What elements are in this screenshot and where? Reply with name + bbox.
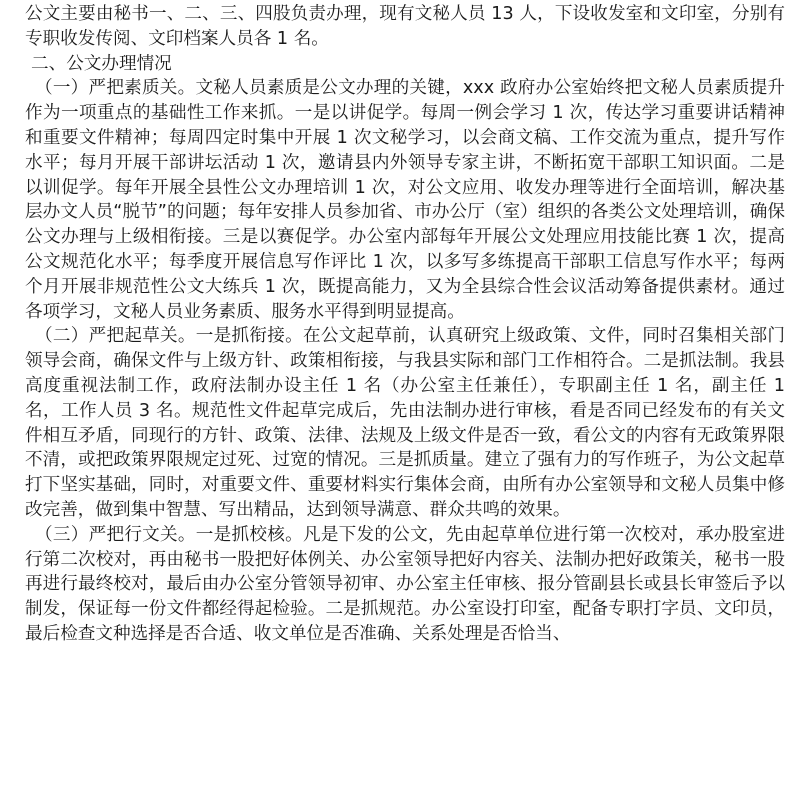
paragraph-drafting-control: （二）严把起草关。一是抓衔接。在公文起草前，认真研究上级政策、文件，同时召集相关部门领导会商，确保文件与上级方针、政策相衔接，与我县实际和部门工作相符合。二是抓法制。我县高度重视法制工作，政府法制办设主任 1 名（办公室主任兼任），专职副主任 1 名，副主任 1 名，工作人员 3 名。规范性文件起草完成后，先由法制办进行审核，看是否同已经发布的有关文件相互矛盾，同现行的方针、政策、法律、法规及上级文件是否一致，看公文的内容有无政策界限不清，或把政策界限规定过死、过宽的情况。三是抓质量。建立了强有力的写作班子，为公文起草打下坚实基础，同时，对重要文件、重要材料实行集体会商，由所有办公室领导和文秘人员集中修改完善，做到集中智慧、写出精品，达到领导满意、群众共鸣的效果。	[25, 326, 785, 520]
section-heading-document-handling: 二、公文办理情况	[31, 53, 172, 74]
document-body	[25, 2, 785, 647]
paragraph-staffing: 公文主要由秘书一、二、三、四股负责办理，现有文秘人员 13 人，下设收发室和文印室，分别有专职收发传阅、文印档案人员各 1 名。	[25, 4, 785, 49]
paragraph-quality-control: （一）严把素质关。文秘人员素质是公文办理的关键，xxx 政府办公室始终把文秘人员素质提升作为一项重点的基础性工作来抓。一是以讲促学。每周一例会学习 1 次，传达学习重要讲话精神和重要文件精神；每周四定时集中开展 1 次文秘学习，以会商文稿、工作交流为重点，提升写作水平；每月开展干部讲坛活动 1 次，邀请县内外领导专家主讲，不断拓宽干部职工知识面。二是以训促学。每年开展全县性公文办理培训 1 次，对公文应用、收发办理等进行全面培训，解决基层办文人员“脱节”的问题；每年安排人员参加省、市办公厅（室）组织的各类公文处理培训，确保公文办理与上级相衔接。三是以赛促学。办公室内部每年开展公文处理应用技能比赛 1 次，提高公文规范化水平；每季度开展信息写作评比 1 次，以多写多练提高干部职工信息写作水平；每两个月开展非规范性公文大练兵 1 次，既提高能力，又为全县综合性会议活动筹备提供素材。通过各项学习，文秘人员业务素质、服务水平得到明显提高。	[25, 78, 785, 322]
paragraph-issuance-control: （三）严把行文关。一是抓校核。凡是下发的公文，先由起草单位进行第一次校对，承办股室进行第二次校对，再由秘书一股把好体例关、办公室领导把好内容关、法制办把好政策关，秘书一股再进行最终校对，最后由办公室分管领导初审、办公室主任审核、报分管副县长或县长审签后予以制发，保证每一份文件都经得起检验。二是抓规范。办公室设打印室，配备专职打字员、文印员，最后检查文种选择是否合适、收文单位是否准确、关系处理是否恰当、	[25, 524, 785, 644]
